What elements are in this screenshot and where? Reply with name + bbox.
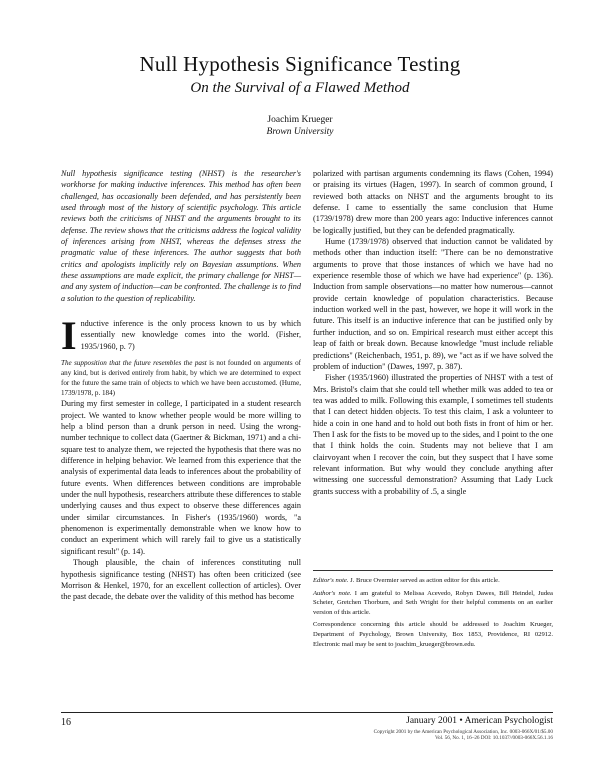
copyright-notice: [333, 729, 553, 742]
journal-citation: January 2001 • American Psychologist: [406, 716, 553, 726]
body-paragraph: Hume (1739/1978) observed that induction cannot be validated by methods other than induction itself: "There can be no demonstrative arguments to prove that those instances of which we have had no experience resemble those of which we have had experience" (p. 136). Induction from sample observations—no matter how numerous—cannot provide certain knowledge of population characteristics. Because induction worked well in the past, however, we hope it will work in the future. This itself is an inductive inference that can be justified only by further induction, and so on. Empirical research must either accept this leap of faith or break down. Because knowledge "must include reliable predictions" (Reichenbach, 1951, p. 89), we "act as if we have solved the problem of induction" (Dawes, 1997, p. 387).: [313, 237, 553, 371]
editor-note: [313, 576, 553, 586]
author-note-text: I am grateful to Melissa Acevedo, Robyn Dawes, Bill Heindel, Judea Scheier, Gretchen Thorburn, and Seth Wright for their helpful comments on an earlier version of this article.: [313, 589, 553, 616]
body-paragraph: During my first semester in college, I participated in a student research project. We wanted to know whether people would be more willing to help a blind person than a drunk person in need. Using the wrong-number technique to collect data (Gaertner & Bickman, 1971) and a chi-square test to analyze them, we rejected the hypothesis that there was no difference in helping behavior. We learned from this experience that the analysis of experimental data leads to inferences about the probability of future events. When differences between conditions are improbable under the null hypothesis, researchers attribute these differences to stable underlying causes and thus expect to observe these differences again under similar circumstances. In Fisher's (1935/1960) words, "a phenomenon is experimentally demonstrable when we know how to conduct an experiment which will rarely fail to give us a statistically significant result" (p. 14).: [61, 399, 301, 556]
correspondence-note: Correspondence concerning this article should be addressed to Joachim Krueger, Department of Psychology, Brown University, Box 1853, Providence, RI 02912. Electronic mail may be sent to joachim_krueger@brown.edu.: [313, 621, 553, 648]
editor-note-text: J. Bruce Overmier served as action editor for this article.: [350, 577, 500, 584]
author-affiliation: Brown University: [266, 127, 334, 137]
abstract: Null hypothesis significance testing (NHST) is the researcher's workhorse for making inductive inferences. This method has often been challenged, has occasionally been defended, and has persistently been used through most of the history of scientific psychology. This article reviews both the criticisms of NHST and the arguments brought to its defense. The review shows that the criticisms address the logical validity of inferences arising from NHST, whereas the defenses stress the pragmatic value of these inferences. The author suggests that both critics and apologists implicitly rely on Bayesian assumptions. When these assumptions are made explicit, the primary challenge for NHST—and any system of induction—can be confronted. The challenge is to find a solution to the question of replicability.: [61, 169, 301, 303]
author-block: [0, 114, 600, 138]
footer-divider: [61, 712, 553, 713]
body-paragraph: Though plausible, the chain of inferences constituting null hypothesis significance testing (NHST) has often been criticized (see Morrison & Henkel, 1970, for an excellent collection of articles). Over the past decade, the debate over the validity of this method has become: [61, 558, 301, 602]
page-number: 16: [61, 717, 71, 728]
editor-note-label: Editor's note.: [313, 577, 349, 584]
copyright-line: Copyright 2001 by the American Psychological Association, Inc. 0003-066X/01/$5.00: [373, 729, 553, 735]
epigraph-lead: The supposition that the future resembles the past: [61, 359, 207, 368]
notes-divider: [313, 570, 553, 571]
author-note-label: Author's note.: [313, 589, 352, 597]
article-title: Null Hypothesis Significance Testing: [139, 52, 461, 76]
left-column: [61, 168, 301, 603]
epigraph-text: is not founded on arguments of any kind, but is derived entirely from habit, by which we are determined to expect for the future the same train of objects to which we have been accustomed. (Hume, 1739/1978, p. 184): [61, 359, 301, 397]
right-column: [313, 168, 553, 497]
footnotes: [313, 576, 553, 652]
body-paragraph: Fisher (1935/1960) illustrated the properties of NHST with a test of Mrs. Bristol's claim that she could tell whether milk was added to tea or tea was added to milk. Following this example, I sometimes tell students that I can detect hidden objects. To test this claim, I ask a volunteer to hide a coin in one hand and to hold out both fists in front of him or her. Then I ask for the fists to be moved up to the sides, and I point to the one that I think holds the coin. Students may not believe that I am clairvoyant when I recover the coin, but they suspect that I have some relevant information. But why would they conclude anything after witnessing one successful demonstration? Assuming that Lady Luck grants success with a probability of .5, a single: [313, 373, 553, 496]
body-paragraph: polarized with partisan arguments condemning its flaws (Cohen, 1994) or praising its virtues (Hagen, 1997). In search of common ground, I reviewed both attacks on NHST and the arguments brought to its defense. I came to essentially the same conclusion that Hume (1739/1978) drew more than 200 years ago: Inductive inferences cannot be logically justified, but they can be defended pragmatically.: [313, 169, 553, 235]
author-note: [313, 589, 553, 618]
author-name: Joachim Krueger: [267, 115, 333, 125]
epigraph: [61, 359, 301, 398]
article-subtitle: On the Survival of a Flawed Method: [190, 80, 410, 96]
intro-quote-text: nductive inference is the only process known to us by which essentially new knowledge comes into the world. (Fisher, 1935/1960, p. 7): [80, 319, 301, 351]
intro-quote: [61, 313, 301, 359]
drop-cap: I: [61, 313, 77, 359]
copyright-line: Vol. 56, No. 1, 16–26 DOI: 10.1037//0003-066X.56.1.16: [434, 735, 553, 742]
